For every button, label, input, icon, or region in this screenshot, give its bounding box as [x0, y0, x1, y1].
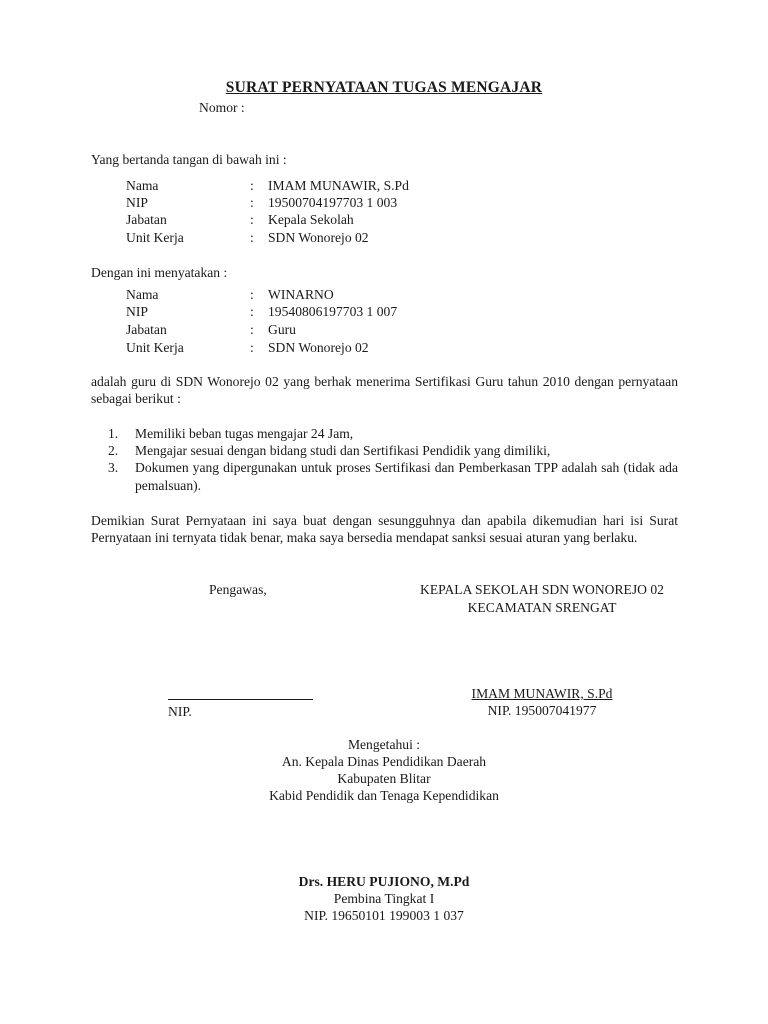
- field-colon: :: [250, 178, 254, 193]
- field-label: Jabatan: [126, 212, 167, 227]
- ack-line1: Mengetahui :: [347, 737, 421, 752]
- field-value: IMAM MUNAWIR, S.Pd: [268, 178, 409, 193]
- ack-line3: Kabupaten Blitar: [337, 771, 431, 786]
- field-colon: :: [250, 304, 254, 319]
- closing-paragraph: Demikian Surat Pernyataan ini saya buat dengan sesungguhnya dan apabila dikemudian hari isi Surat Pernyataan ini ternyata tidak benar, maka saya bersedia mendapat sanksi sesuai aturan yang berlaku.: [91, 513, 678, 546]
- field-colon: :: [250, 287, 254, 302]
- statement-paragraph: adalah guru di SDN Wonorejo 02 yang berhak menerima Sertifikasi Guru tahun 2010 dengan pernyataan sebagai berikut :: [91, 374, 678, 407]
- right-signer-name-block: [400, 685, 684, 719]
- field-colon: :: [250, 230, 254, 245]
- field-label: NIP: [126, 304, 148, 319]
- nomor-label: Nomor :: [199, 100, 245, 115]
- list-text: Mengajar sesuai dengan bidang studi dan Sertifikasi Pendidik yang dimiliki,: [135, 443, 551, 459]
- list-item: [108, 459, 678, 493]
- ack-signer-nip: NIP. 19650101 199003 1 037: [304, 908, 464, 923]
- statement-list: [108, 425, 678, 494]
- document-title: SURAT PERNYATAAN TUGAS MENGAJAR: [225, 79, 543, 96]
- list-text: Dokumen yang dipergunakan untuk proses Sertifikasi dan Pemberkasan TPP adalah sah (tidak ada pemalsuan).: [135, 460, 678, 493]
- field-value: 19500704197703 1 003: [268, 195, 398, 210]
- field-label: Jabatan: [126, 322, 167, 337]
- field-colon: :: [250, 195, 254, 210]
- list-text: Memiliki beban tugas mengajar 24 Jam,: [135, 426, 354, 441]
- ack-line2: An. Kepala Dinas Pendidikan Daerah: [281, 754, 487, 769]
- field-label: Nama: [126, 178, 159, 193]
- intro-text: Yang bertanda tangan di bawah ini :: [91, 152, 287, 167]
- list-number: 3.: [108, 460, 119, 476]
- field-value: WINARNO: [268, 287, 334, 302]
- field-value: Guru: [268, 322, 296, 337]
- list-item: [108, 442, 678, 459]
- declares-text: Dengan ini menyatakan :: [91, 265, 228, 280]
- left-signer-role: Pengawas,: [209, 582, 267, 597]
- field-label: Unit Kerja: [126, 230, 184, 245]
- field-colon: :: [250, 212, 254, 227]
- field-label: NIP: [126, 195, 148, 210]
- field-value: Kepala Sekolah: [268, 212, 354, 227]
- acknowledge-signer: [170, 873, 598, 924]
- ack-line4: Kabid Pendidik dan Tenaga Kependidikan: [269, 788, 499, 803]
- field-value: SDN Wonorejo 02: [268, 340, 369, 355]
- field-colon: :: [250, 322, 254, 337]
- field-value: 19540806197703 1 007: [268, 304, 398, 319]
- right-signer-role: [400, 581, 684, 616]
- list-number: 2.: [108, 443, 119, 459]
- field-label: Unit Kerja: [126, 340, 184, 355]
- field-colon: :: [250, 340, 254, 355]
- list-number: 1.: [108, 426, 119, 441]
- field-value: SDN Wonorejo 02: [268, 230, 369, 245]
- ack-signer-name: Drs. HERU PUJIONO, M.Pd: [298, 874, 470, 889]
- list-item: [108, 425, 678, 442]
- left-signature-line: [168, 699, 313, 700]
- right-signer-name: IMAM MUNAWIR, S.Pd: [471, 686, 613, 701]
- ack-signer-rank: Pembina Tingkat I: [333, 891, 435, 906]
- acknowledge-block: [170, 736, 598, 804]
- right-role-line2: KECAMATAN SRENGAT: [467, 600, 617, 615]
- right-role-line1: KEPALA SEKOLAH SDN WONOREJO 02: [420, 582, 664, 597]
- field-label: Nama: [126, 287, 159, 302]
- right-signer-nip: NIP. 195007041977: [487, 703, 597, 718]
- left-signer-nip: NIP.: [168, 704, 192, 719]
